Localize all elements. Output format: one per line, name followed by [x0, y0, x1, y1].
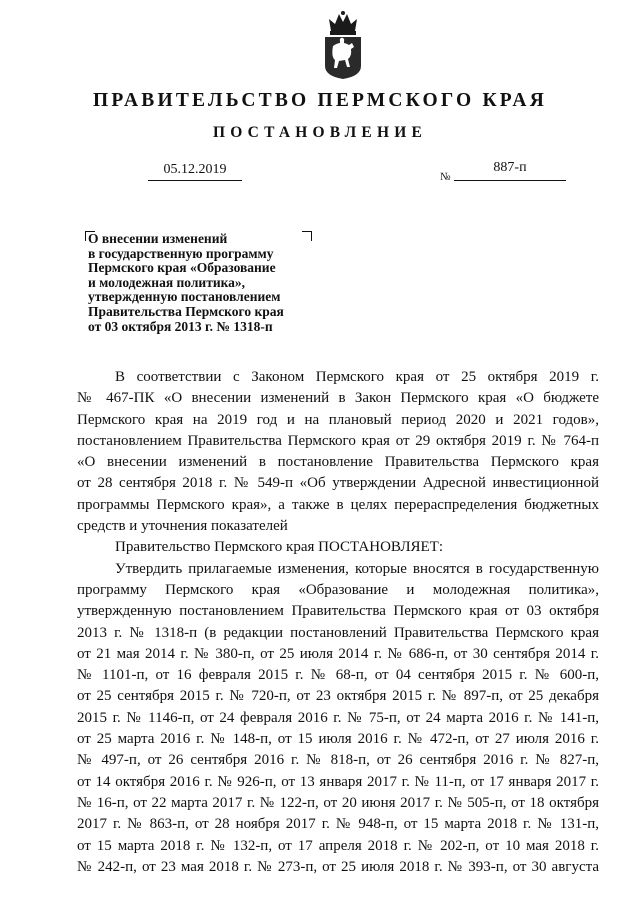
number-label: № — [440, 171, 451, 183]
preamble-line: № 467-ПК «О внесении изменений в Закон Пермского края «О бюджете — [77, 390, 599, 407]
decision-line: 2013 г. № 1318-п (в редакции постановлений Правительства Пермского края — [77, 624, 599, 641]
preamble-line: средств и уточнения показателей — [77, 518, 288, 535]
decision-line: от 21 мая 2014 г. № 380-п, от 25 июля 2014 г. № 686-п, от 30 сентября 2014 г. — [77, 645, 599, 662]
preamble-line: «О внесении изменений в постановление Правительства Пермского края — [77, 454, 599, 471]
decision-line: № 242-п, от 23 мая 2018 г. № 273-п, от 25 июля 2018 г. № 393-п, от 30 августа — [77, 858, 599, 875]
subject-line: Пермского края «Образование — [88, 260, 276, 276]
decision-line: 2015 г. № 1146-п, от 24 февраля 2016 г. № 75-п, от 24 марта 2016 г. № 141-п, — [77, 709, 599, 726]
preamble-line: программы Пермского края», а также в целях перераспределения бюджетных — [77, 496, 599, 513]
decision-line: от 25 марта 2016 г. № 148-п, от 15 июля 2016 г. № 472-п, от 27 июля 2016 г. — [77, 731, 599, 748]
decision-line: № 1101-п, от 16 февраля 2015 г. № 68-п, от 04 сентября 2015 г. № 600-п, — [77, 667, 599, 684]
shield-icon — [325, 37, 361, 79]
decision-line: от 15 марта 2018 г. № 132-п, от 17 апреля 2018 г. № 202-п, от 10 мая 2018 г. — [77, 837, 599, 854]
subject-line: в государственную программу — [88, 245, 274, 261]
preamble-line: В соответствии с Законом Пермского края от 25 октября 2019 г. — [115, 369, 599, 385]
document-body — [77, 367, 599, 878]
subject-line: утвержденную постановлением — [88, 289, 281, 305]
decision-line: от 14 октября 2016 г. № 926-п, от 13 января 2017 г. № 11-п, от 17 января 2017 г. — [77, 773, 599, 790]
subject-line: от 03 октября 2013 г. № 1318-п — [88, 318, 273, 334]
crown-icon — [329, 11, 357, 35]
resolves-line: Правительство Пермского края ПОСТАНОВЛЯЕТ: — [115, 539, 444, 556]
decision-line: Утвердить прилагаемые изменения, которые вносятся в государственную — [115, 560, 599, 577]
document-type: ПОСТАНОВЛЕНИЕ — [212, 124, 428, 141]
decision-line: № 497-п, от 26 сентября 2016 г. № 818-п, от 26 сентября 2016 г. № 827-п, — [77, 752, 599, 769]
document-subject — [88, 232, 328, 334]
decision-line: № 16-п, от 22 марта 2017 г. № 122-п, от 20 июня 2017 г. № 505-п, от 18 октября — [77, 794, 599, 811]
decision-line: программу Пермского края «Образование и молодежная политика», — [77, 581, 599, 598]
subject-line: и молодежная политика», — [88, 274, 246, 290]
subject-line: Правительства Пермского края — [88, 303, 284, 319]
perm-krai-coat-of-arms-emblem — [321, 10, 365, 80]
preamble-line: Пермского края на 2019 год и на плановый период 2020 и 2021 годов», — [77, 411, 599, 428]
government-title: ПРАВИТЕЛЬСТВО ПЕРМСКОГО КРАЯ — [93, 90, 547, 111]
decision-line: от 25 сентября 2015 г. № 720-п, от 23 октября 2015 г. № 897-п, от 25 декабря — [77, 688, 599, 705]
preamble-line: постановлением Правительства Пермского края от 29 октября 2019 г. № 764-п — [77, 432, 599, 449]
document-number: 887-п — [454, 160, 566, 181]
decision-line: утвержденную постановлением Правительства Пермского края от 03 октября — [77, 603, 599, 620]
subject-line: О внесении изменений — [88, 231, 228, 246]
document-date: 05.12.2019 — [148, 162, 242, 181]
decision-line: 2017 г. № 863-п, от 28 ноября 2017 г. № 948-п, от 15 марта 2018 г. № 131-п, — [77, 816, 599, 833]
preamble-line: от 28 сентября 2018 г. № 549-п «Об утверждении Адресной инвестиционной — [77, 475, 599, 492]
